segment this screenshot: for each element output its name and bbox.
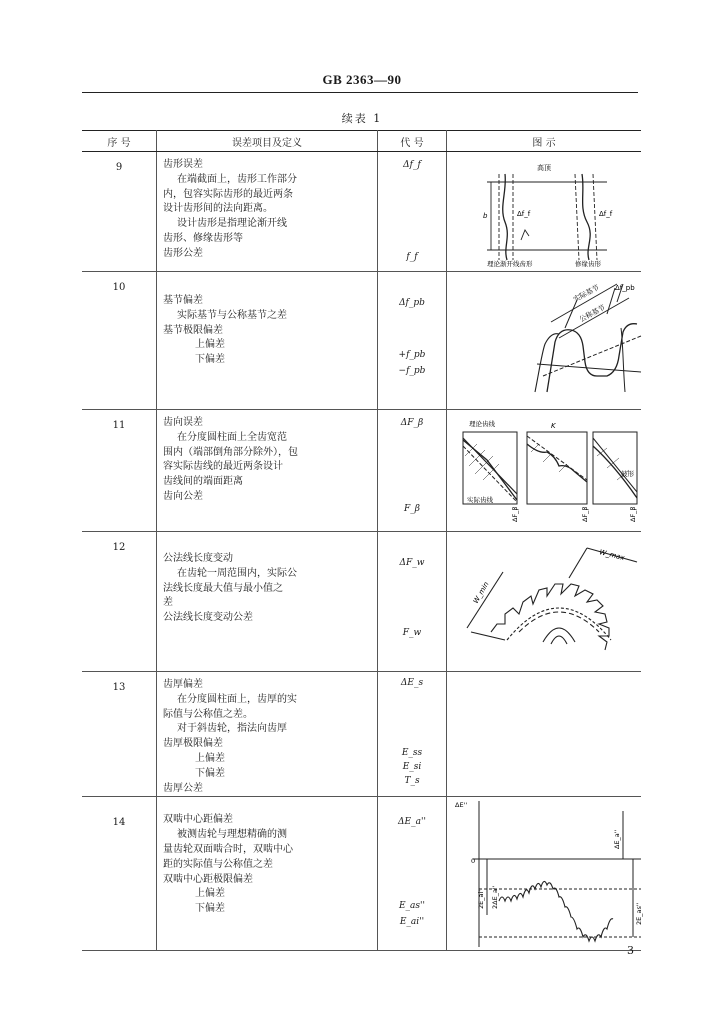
figure-label: Δf_f <box>599 210 613 218</box>
item-definition: 公法线长度变动 在齿轮一周范围内，实际公 法线长度最大值与最小值之 差 公法线长度变动公差 <box>163 553 297 624</box>
table-row <box>82 152 641 272</box>
tolerance-table <box>82 130 641 951</box>
figure-label: W_max <box>598 548 626 563</box>
row-number: 9 <box>115 162 123 173</box>
row-number: 10 <box>112 282 126 293</box>
figure-label: 0 <box>471 857 476 866</box>
code-cell: Δf_f f_f <box>403 160 421 262</box>
col-header-item: 误差项目及定义 <box>157 131 378 152</box>
col-header-figure: 图 示 <box>447 131 642 152</box>
figure-label: W_min <box>471 580 491 605</box>
figure-label: ΔE_a'' <box>613 830 621 850</box>
item-definition: 基节偏差 实际基节与公称基节之差 基节极限偏差 上偏差 下偏差 <box>163 295 287 366</box>
item-definition: 齿形误差 在端截面上，齿形工作部分 内，包容实际齿形的最近两条 设计齿形间的法向距离。 设计齿形是指理论渐开线 齿形、修缘齿形等 齿形公差 <box>163 159 297 259</box>
profile-error-figure <box>447 152 641 268</box>
figure-label: ΔF_β <box>629 506 637 522</box>
gear-wn-figure <box>447 532 641 668</box>
figure-label: 2E_as'' <box>635 902 643 926</box>
figure-label: b <box>483 212 488 220</box>
row-number: 11 <box>112 420 126 431</box>
figure-label: ΔF_β <box>581 506 589 522</box>
figure-label: 2ΔE_a'' <box>491 885 499 910</box>
figure-label: 理论渐开线齿形 <box>487 260 533 268</box>
center-distance-figure <box>447 797 641 947</box>
table-header-row <box>82 131 641 152</box>
code-cell: ΔE_a'' E_as'' E_ai'' <box>398 817 426 928</box>
figure-label: Δf_pb <box>615 284 635 292</box>
table-title: 续表 1 <box>341 112 383 125</box>
figure-label: 公称基节 <box>578 303 607 324</box>
item-definition: 双啮中心距偏差 被测齿轮与理想精确的测 量齿轮双面啮合时，双啮中心 距的实际值与公称值之差 双啮中心距极限偏差 上偏差 下偏差 <box>163 814 293 915</box>
code-cell: ΔF_β F_β <box>400 418 424 514</box>
figure-label: ΔE'' <box>455 801 468 810</box>
table-row <box>82 410 641 532</box>
standard-code: GB 2363—90 <box>322 72 402 87</box>
figure-label: 实际齿线 <box>467 496 493 504</box>
table-row <box>82 797 641 951</box>
figure-label: 实际基节 <box>572 283 601 304</box>
figure-label: 理论齿线 <box>469 420 495 428</box>
table-row <box>82 272 641 410</box>
row-number: 14 <box>112 817 126 829</box>
table-row <box>82 532 641 672</box>
col-header-no: 序 号 <box>82 131 157 152</box>
figure-label: 鼓形 <box>621 470 634 478</box>
figure-label: 2E_ai'' <box>477 888 485 910</box>
figure-label: 高顶 <box>537 164 551 172</box>
figure-label: 修缘齿形 <box>575 260 601 268</box>
page-number: 3 <box>627 944 634 957</box>
base-pitch-figure <box>447 272 641 406</box>
header-rule <box>82 92 638 93</box>
helix-error-figure <box>447 410 641 528</box>
figure-label: K <box>551 422 556 430</box>
code-cell: Δf_pb +f_pb −f_pb <box>398 298 426 376</box>
figure-label: ΔF_β <box>511 506 519 522</box>
empty-figure-cell <box>447 672 642 797</box>
row-number: 13 <box>112 682 126 693</box>
row-number: 12 <box>112 542 126 553</box>
code-cell: ΔE_s E_ss E_si T_s <box>400 678 424 786</box>
figure-label: Δf_f <box>517 210 531 218</box>
table-row <box>82 672 641 797</box>
item-definition: 齿向误差 在分度圆柱面上全齿宽范 围内（端部倒角部分除外），包 容实际齿线的最近两条设计 齿线间的端面距离 齿向公差 <box>163 417 298 502</box>
col-header-code: 代 号 <box>378 131 447 152</box>
code-cell: ΔF_w F_w <box>399 558 425 638</box>
item-definition: 齿厚偏差 在分度圆柱面上，齿厚的实 际值与公称值之差。 对于斜齿轮，指法向齿厚 齿厚极限偏差 上偏差 下偏差 齿厚公差 <box>163 679 297 794</box>
